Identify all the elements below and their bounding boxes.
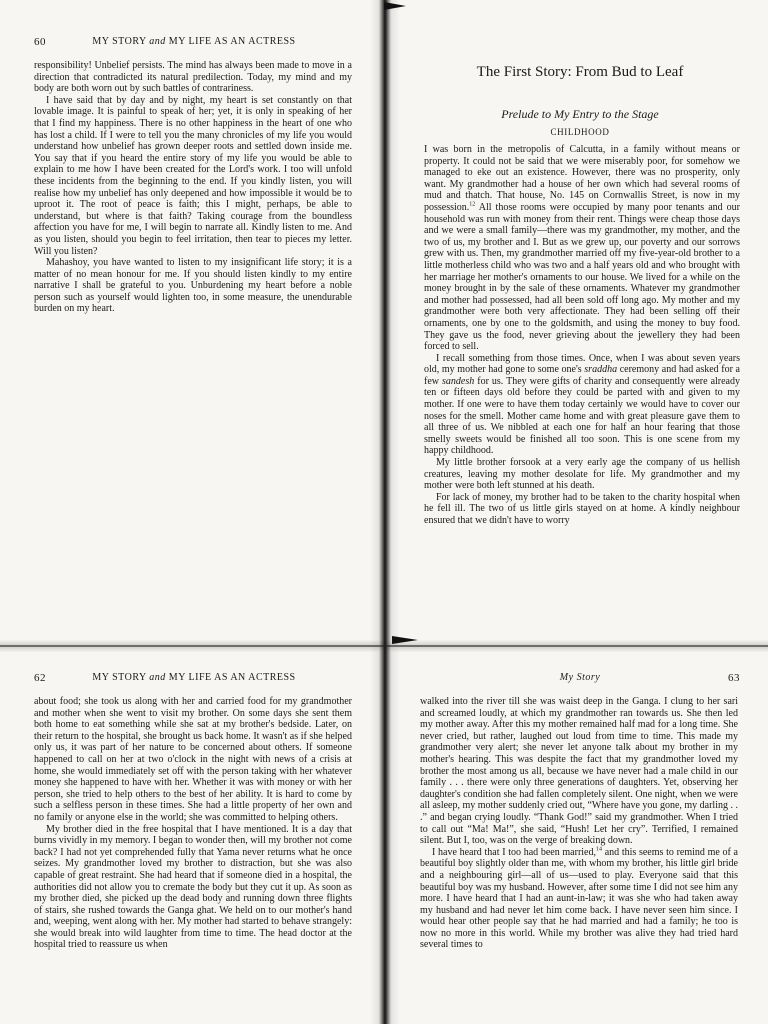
paragraph: I have said that by day and by night, my heart is set constantly on that lovable image. It is painful to speak of her; yet, it is only in speaking of her that I find my happiness. There is no other happiness in the heart of one who has lost a child. If I were to tell you the many chronicles of my life you would understand how unbelief has grown deeper roots and settled down inside me. You say that if you heard the entire story of my life you would be able to explain to me how I have been created for the Lord's work. I too will unfold these incidents from the beginning to the end. If you kindly listen, you will realise how my unbelief has only deepened and how impossible it would be to uproot it. The root of peace is faith; this I might, perhaps, be able to understand, but where is that faith? Taking courage from the boundless affection you have for me, I will begin to narrate all. Kindly listen to me. And as you listen, should you begin to feel irritation, then tear to pieces my letter. Will you listen? <box>34 94 352 257</box>
paragraph: I recall something from those times. Once, when I was about seven years old, my mother had gone to some one's sraddha ceremony and had asked for a few sandesh for us. They were gifts of charity and consequently were already ten or fifteen days old before they could be parted with and given to my mother. If one were to have them today certainly we would have to cover our noses for the smell. Mother came home and with great pleasure gave them to all three of us. We nibbled at each one for half an hour fearing that those smelly sweets would be finished all too soon. This is one scene from my happy childhood. <box>424 352 740 457</box>
subsection-title: CHILDHOOD <box>550 127 610 137</box>
body-text <box>424 144 740 527</box>
binding-clip <box>384 2 406 10</box>
footnote-marker: 14 <box>596 846 602 853</box>
page-number: 63 <box>728 672 740 684</box>
running-head-title: MY STORY and MY LIFE AS AN ACTRESS <box>92 672 296 683</box>
book-gutter <box>370 0 400 1024</box>
footnote-marker: 12 <box>469 201 476 208</box>
paragraph: responsibility! Unbelief persists. The mind has always been made to move in a direction that contradicted its natural predilection. Today, my mind and my body are both worn out by such battles of contrariness. <box>34 60 352 95</box>
page-63 <box>392 652 768 1024</box>
binding-clip <box>392 636 418 644</box>
scan-divider <box>0 640 768 652</box>
chapter-title: The First Story: From Bud to Leaf <box>476 64 684 80</box>
page-60 <box>0 0 378 640</box>
paragraph: Mahashoy, you have wanted to listen to my insignificant life story; it is a matter of no mean honour for me. If you should listen kindly to my entire narrative I shall be grateful to you. Unburdening my heart before a noble person such as yourself would lighten too, in some measure, the unendurable burden on my heart. <box>34 257 352 315</box>
body-text <box>420 696 738 951</box>
page-61 <box>392 0 768 640</box>
paragraph: walked into the river till she was waist deep in the Ganga. I clung to her sari and screamed loudly, at which my grandmother ran towards us. She then led my mother away. After this my mother remained half mad for a long time. She never cried, but rather, laughed out loud from time to time. This made my grandmother very alert; she never let anyone talk about my brother in my mother's hearing. This was despite the fact that my grandmother loved my brother the most among us all, because we have never had a male child in our family . . . there were only three generations of daughters. Yet, observing her daughter's condition she had fallen completely silent. One night, when we were all asleep, my mother suddenly cried out, “Where have you gone, my darling . . .” and began crying loudly. “Thank God!” said my grandmother. When I tried to call out “Ma! Ma!”, she said, “Hush! Let her cry”. Terrified, I remained silent. But I, too, was on the verge of breaking down. <box>420 696 738 847</box>
page-number: 60 <box>34 36 46 48</box>
body-text <box>34 60 352 315</box>
section-title: Prelude to My Entry to the Stage <box>501 107 659 121</box>
running-head-title: My Story <box>559 672 601 683</box>
page-62 <box>0 652 378 1024</box>
paragraph: about food; she took us along with her and carried food for my grandmother and mother when she went to visit my brother. On some days she sent them both home to eat something while she sat at my brother's bedside. Later, on their return to the hospital, she brought us back home. It wasn't as if she helped only us, it was part of her nature to be concerned about others. If someone happened to call on her at two o'clock in the night with news of a crisis at home, she would immediately set off with the person taking with her whatever money she happened to have with her. Whether it was with money or with her person, she tried to help others to the best of her ability. It is hard to come by such a selfless person in these times. She had a little property of her own and no family or anyone else in the world; she was committed to helping others. <box>34 696 352 823</box>
paragraph: I was born in the metropolis of Calcutta, in a family without means or property. It could not be said that we were miserably poor, for somehow we managed to eke out an existence. However, there was no prosperity, only want. My grandmother had a house of her own which had several rooms of mud and thatch. That house, No. 145 on Cornwallis Street, is now in my possession.$^{12}$ All those rooms were occupied by many poor tenants and our household was run with money from their rent. Things were cheap those days and we were a small family—there was my grandmother, my mother, and the two of us, my brother and I. But as we grew up, our poverty and our sorrows grew with us. Then, my grandmother married off my five-year-old brother to a little motherless child who was two and a half years old and who brought with her marriage her mother's ornaments to our house. We lived for a while on the money brought in by the sale of these ornaments. Whatever my grandmother and mother had possessed, had all been sold off long ago. My mother and my grandmother were both very affectionate. They had been selling off their ornaments, one by one to the goldsmith, and using the money to buy food. They gave us the food, never grieving about the jewellery they had been forced to sell. <box>424 144 740 353</box>
page-number: 62 <box>34 672 46 684</box>
running-head-title: MY STORY and MY LIFE AS AN ACTRESS <box>92 36 296 47</box>
paragraph: My little brother forsook at a very early age the company of us hellish creatures, leaving my mother desolate for life. My grandmother and my mother were both left stunned at his death. <box>424 457 740 492</box>
body-text <box>34 696 352 951</box>
paragraph: I have heard that I too had been married,$^{14}$ and this seems to remind me of a beautiful boy slightly older than me, with whom my brother, his little girl bride and a neighbouring girl—all of us—used to play. Everyone said that this beautiful boy was my husband. However, after some time I did not see him any more. I have heard that I had an aunt-in-law; it was she who had taken away my husband and had never let him come back. I have never seen him since. I would hear other people say that he had married and had a family; he too is now no more in this world. While my brother was alive they had tried hard several times to <box>420 846 738 951</box>
paragraph: My brother died in the free hospital that I have mentioned. It is a day that burns vividly in my memory. I began to wonder then, will my brother not come back? I had not yet comprehended fully that Yama never returns what he once seizes. My grandmother loved my brother to distraction, but she was also capable of great restraint. She had heard that if someone died in a hospital, the authorities did not allow you to cremate the body but they cut it up. As soon as my brother died, she picked up the dead body and running down three flights of stairs, she rushed towards the Ganga ghat. We held on to our mother's hand and, weeping, went along with her. My mother had started to behave strangely: she would break into wild laughter from time to time. The head doctor at the hospital tried to reassure us when <box>34 823 352 951</box>
paragraph: For lack of money, my brother had to be taken to the charity hospital when he fell ill. The two of us little girls stayed on at home. A kindly neighbour ensured that we didn't have to worry <box>424 491 740 526</box>
